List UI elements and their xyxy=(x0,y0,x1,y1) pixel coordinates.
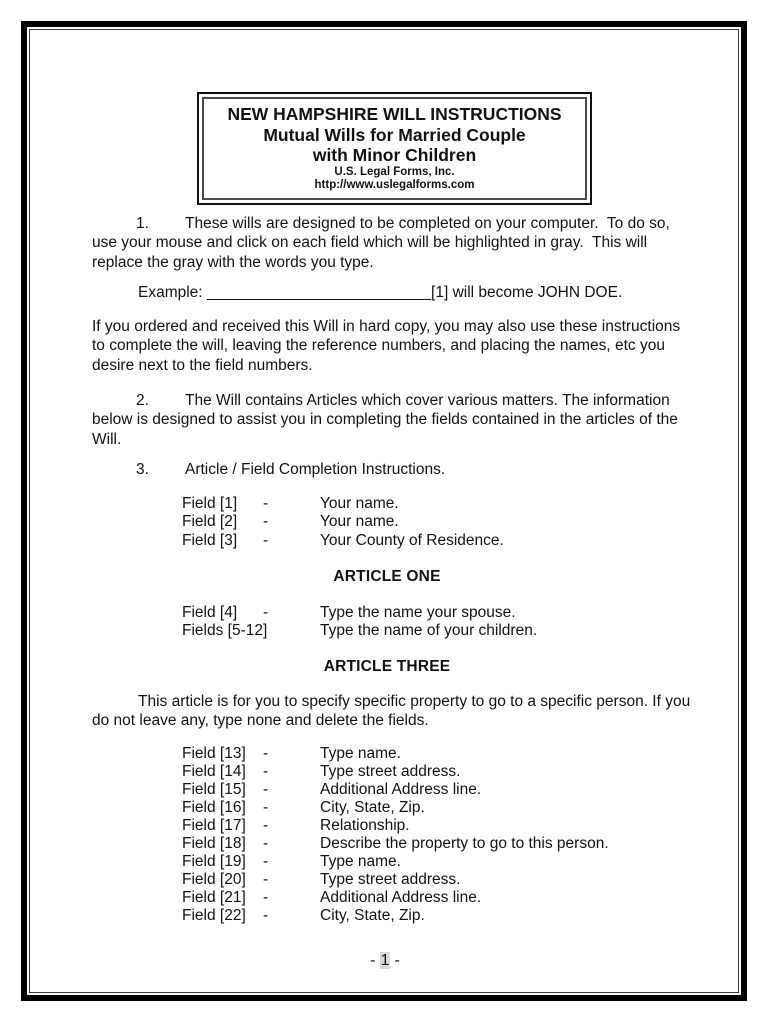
title-line-2: Mutual Wills for Married Couple xyxy=(263,124,526,145)
paragraph-text: The Will contains Articles which cover various matters. The information xyxy=(185,392,670,409)
field-row xyxy=(92,871,682,889)
paragraph-item-2 xyxy=(92,391,682,449)
field-row xyxy=(92,763,682,781)
paragraph-line: below is designed to assist you in completing the fields contained in the articles of the xyxy=(92,411,678,429)
title-box-inner xyxy=(202,97,587,200)
field-label: Field [20] xyxy=(182,871,246,888)
field-label: Field [19] xyxy=(182,853,246,870)
paragraph-text: These wills are designed to be completed on your computer. To do so, xyxy=(185,215,670,232)
field-desc: Additional Address line. xyxy=(320,889,482,906)
field-list-article-one xyxy=(92,604,682,641)
paragraph-line: do not leave any, type none and delete the fields. xyxy=(92,712,429,730)
list-number: 2. xyxy=(136,392,149,409)
field-desc: Relationship. xyxy=(320,817,410,834)
field-desc: City, State, Zip. xyxy=(320,907,425,924)
field-dash: - xyxy=(263,495,269,512)
field-desc: Your name. xyxy=(320,495,399,512)
field-dash: - xyxy=(263,763,269,780)
paragraph-item-1 xyxy=(92,214,682,272)
field-row xyxy=(92,907,682,925)
field-list-intro xyxy=(92,495,682,550)
paragraph-line: use your mouse and click on each field which will be highlighted in gray. This will xyxy=(92,234,648,252)
list-number: 1. xyxy=(136,215,149,232)
paragraph-line xyxy=(92,391,682,410)
field-dash: - xyxy=(263,817,269,834)
field-label: Field [1] xyxy=(182,495,238,512)
field-label: Field [22] xyxy=(182,907,246,924)
paragraph-line: desire next to the field numbers. xyxy=(92,356,313,374)
field-desc: Type the name your spouse. xyxy=(320,604,516,621)
field-label: Field [15] xyxy=(182,781,246,798)
field-label: Field [16] xyxy=(182,799,246,816)
field-label: Field [2] xyxy=(182,513,238,531)
heading-article-one: ARTICLE ONE xyxy=(333,568,441,585)
title-line-3: with Minor Children xyxy=(312,145,477,165)
field-label: Field [21] xyxy=(182,889,246,906)
field-dash: - xyxy=(263,835,269,852)
field-dash: - xyxy=(263,531,269,549)
field-desc: Type name. xyxy=(320,853,401,870)
field-row xyxy=(92,781,682,799)
field-desc: Type street address. xyxy=(320,763,461,780)
field-desc: Type the name of your children. xyxy=(320,622,538,640)
field-desc: Additional Address line. xyxy=(320,781,482,798)
field-row xyxy=(92,622,682,640)
paragraph-text: Article / Field Completion Instructions. xyxy=(185,461,446,478)
field-row xyxy=(92,604,682,622)
field-desc: Type name. xyxy=(320,745,401,762)
field-row xyxy=(92,817,682,835)
field-desc: Your County of Residence. xyxy=(320,531,504,549)
website-url: http://www.uslegalforms.com xyxy=(314,178,475,191)
field-row xyxy=(92,513,682,531)
page-number: 1 xyxy=(380,952,390,969)
field-dash: - xyxy=(263,853,269,870)
field-label: Field [18] xyxy=(182,835,246,852)
field-dash: - xyxy=(263,871,269,888)
footer-prefix: - xyxy=(370,952,380,969)
paragraph-line xyxy=(92,214,682,233)
field-row xyxy=(92,853,682,871)
paragraph-line: replace the gray with the words you type. xyxy=(92,253,374,271)
paragraph-line: Will. xyxy=(92,430,122,448)
field-label: Fields [5-12] xyxy=(182,622,268,640)
field-row xyxy=(92,835,682,853)
field-row xyxy=(92,799,682,817)
field-dash: - xyxy=(263,907,269,924)
field-desc: Describe the property to go to this person. xyxy=(320,835,609,852)
field-dash: - xyxy=(263,889,269,906)
field-dash: - xyxy=(263,745,269,762)
paragraph-hardcopy xyxy=(92,317,682,375)
field-row xyxy=(92,532,682,550)
field-desc: City, State, Zip. xyxy=(320,799,425,816)
field-label: Field [4] xyxy=(182,604,238,621)
paragraph-line xyxy=(92,460,682,479)
paragraph-line: to complete the will, leaving the reference numbers, and placing the names, etc you xyxy=(92,337,665,355)
page-footer xyxy=(0,951,770,970)
field-label: Field [17] xyxy=(182,817,246,834)
field-desc: Type street address. xyxy=(320,871,461,888)
field-list-article-three xyxy=(92,745,682,925)
heading-article-three: ARTICLE THREE xyxy=(323,658,451,675)
field-row xyxy=(92,889,682,907)
field-dash: - xyxy=(263,604,269,621)
paragraph-article-three xyxy=(92,692,691,731)
field-desc: Your name. xyxy=(320,513,399,531)
paragraph-item-3 xyxy=(92,460,682,479)
example-line xyxy=(92,283,682,302)
paragraph-line: If you ordered and received this Will in hard copy, you may also use these instructions xyxy=(92,318,681,335)
field-row xyxy=(92,495,682,513)
field-label: Field [3] xyxy=(182,531,238,549)
field-dash: - xyxy=(263,513,269,531)
footer-suffix: - xyxy=(390,952,400,969)
list-number: 3. xyxy=(136,461,149,478)
paragraph-line: This article is for you to specify specific property to go to a specific person. If you xyxy=(138,693,691,710)
field-label: Field [13] xyxy=(182,745,246,762)
field-label: Field [14] xyxy=(182,763,246,780)
title-line-1: NEW HAMPSHIRE WILL INSTRUCTIONS xyxy=(227,104,562,124)
title-box xyxy=(197,92,592,205)
company-name: U.S. Legal Forms, Inc. xyxy=(334,165,455,178)
field-dash: - xyxy=(263,799,269,816)
field-dash: - xyxy=(263,781,269,798)
field-row xyxy=(92,745,682,763)
example-text: Example: __________________________[1] will become JOHN DOE. xyxy=(138,284,623,301)
